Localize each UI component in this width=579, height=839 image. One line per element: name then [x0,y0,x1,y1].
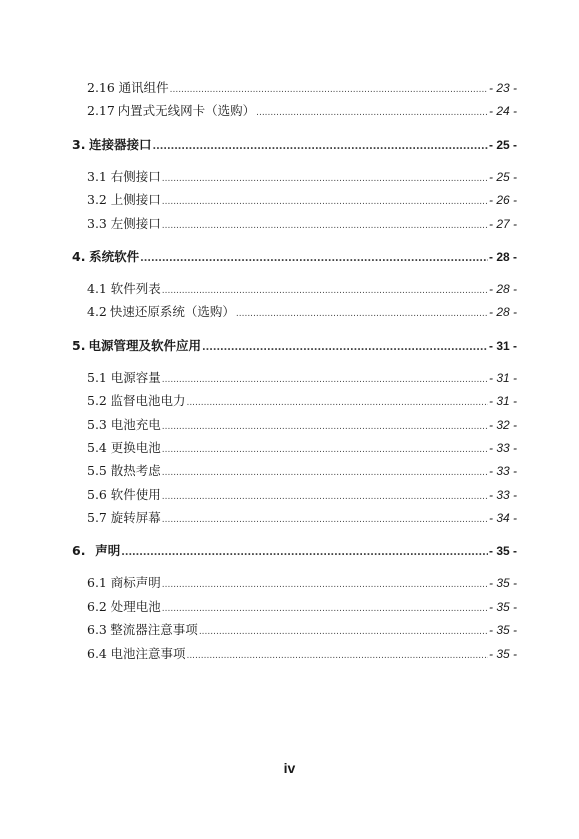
toc-dot-leader [162,463,488,478]
toc-dot-leader [199,622,488,637]
toc-entry-number: 3.3 [87,215,107,231]
toc-dot-leader [162,510,488,525]
toc-entry-title: 连接器接口 [89,136,152,152]
toc-dot-leader [162,169,488,184]
toc-dot-leader [121,543,488,558]
toc-entry-page: - 24 - [488,104,517,119]
toc-subsection-entry[interactable] [72,415,517,438]
toc-entry-number: 2.17 [87,103,115,119]
toc-subsection-entry[interactable] [72,279,517,302]
toc-subsection-entry[interactable] [72,391,517,414]
toc-entry-page: - 35 - [488,544,517,559]
toc-entry-page: - 31 - [488,394,517,409]
toc-dot-leader [162,575,488,590]
toc-entry-title: 快速还原系统（选购） [109,304,235,320]
toc-subsection-entry[interactable] [72,573,517,596]
toc-entry-number: 4. [72,248,86,264]
toc-entry-number: 6.3 [87,622,107,638]
toc-entry-page: - 35 - [488,646,517,661]
toc-entry-number: 5.4 [87,439,107,455]
toc-entry-title: 旋转屏幕 [110,510,161,526]
toc-section-entry[interactable] [72,247,517,269]
toc-entry-page: - 35 - [488,599,517,614]
toc-entry-title: 软件列表 [110,280,161,296]
toc-dot-leader [162,192,488,207]
toc-section-entry[interactable] [72,541,517,563]
toc-entry-title: 电源容量 [110,369,161,385]
toc-entry-title: 电池注意事项 [110,645,186,661]
toc-entry-page: - 32 - [488,417,517,432]
toc-entry-title: 更换电池 [110,439,161,455]
toc-entry-number: 6.2 [87,598,107,614]
toc-subsection-entry[interactable] [72,78,517,101]
toc-entry-number: 4.1 [87,280,107,296]
toc-entry-page: - 35 - [488,623,517,638]
toc-section-entry[interactable] [72,135,517,157]
toc-subsection-entry[interactable] [72,167,517,190]
toc-dot-leader [256,103,488,118]
toc-entry-title: 处理电池 [110,598,161,614]
toc-dot-leader [186,393,488,408]
toc-entry-number: 5.2 [87,393,107,409]
toc-entry-number: 6.4 [87,645,107,661]
toc-entry-number: 3.1 [87,168,107,184]
toc-entry-number: 6.1 [87,575,107,591]
toc-entry-number: 5.3 [87,416,107,432]
toc-entry-page: - 34 - [488,511,517,526]
toc-entry-page: - 31 - [488,338,517,353]
toc-entry-number: 2.16 [87,80,115,95]
toc-dot-leader [162,599,488,614]
toc-entry-title: 散热考虑 [110,463,161,479]
toc-entry-number: 3. [72,136,86,152]
toc-entry-number: 5.7 [87,510,107,526]
toc-subsection-entry[interactable] [72,368,517,391]
toc-dot-leader [140,249,488,264]
toc-entry-number: 3.2 [87,192,107,208]
toc-subsection-entry[interactable] [72,214,517,237]
toc-entry-page: - 25 - [488,137,517,152]
table-of-contents [72,78,517,667]
toc-dot-leader [202,338,488,353]
toc-entry-page: - 33 - [488,487,517,502]
toc-entry-page: - 26 - [488,193,517,208]
toc-dot-leader [162,281,488,296]
toc-entry-title: 通讯组件 [118,80,169,95]
toc-dot-leader [186,646,488,661]
toc-subsection-entry[interactable] [72,508,517,531]
toc-entry-number: 5.5 [87,463,107,479]
toc-entry-title: 电池充电 [110,416,161,432]
toc-entry-title: 整流器注意事项 [110,622,198,638]
toc-subsection-entry[interactable] [72,620,517,643]
toc-entry-page: - 28 - [488,281,517,296]
toc-entry-page: - 33 - [488,440,517,455]
toc-entry-number: 5. [72,337,86,353]
toc-subsection-entry[interactable] [72,302,517,325]
toc-subsection-entry[interactable] [72,190,517,213]
toc-dot-leader [162,370,488,385]
toc-entry-page: - 33 - [488,464,517,479]
toc-dot-leader [153,137,488,152]
toc-dot-leader [170,80,488,95]
toc-entry-page: - 31 - [488,370,517,385]
toc-entry-page: - 28 - [488,305,517,320]
toc-subsection-entry[interactable] [72,461,517,484]
toc-section-entry[interactable] [72,336,517,358]
toc-dot-leader [162,440,488,455]
toc-dot-leader [162,487,488,502]
toc-subsection-entry[interactable] [72,597,517,620]
toc-entry-title: 监督电池电力 [110,393,186,409]
toc-entry-title: 左侧接口 [110,215,161,231]
toc-entry-number: 4.2 [87,304,107,320]
toc-entry-title: 商标声明 [110,575,161,591]
toc-subsection-entry[interactable] [72,485,517,508]
toc-dot-leader [162,417,488,432]
toc-entry-title: 右侧接口 [110,168,161,184]
toc-entry-page: - 35 - [488,576,517,591]
toc-subsection-entry[interactable] [72,101,517,124]
toc-entry-title: 上侧接口 [110,192,161,208]
toc-entry-number: 5.1 [87,369,107,385]
toc-entry-title: 软件使用 [110,486,161,502]
toc-entry-number: 6. [72,543,86,559]
toc-entry-page: - 27 - [488,216,517,231]
toc-entry-title: 电源管理及软件应用 [88,337,202,353]
page-number: iv [283,760,296,776]
toc-dot-leader [236,304,488,319]
toc-subsection-entry[interactable] [72,438,517,461]
toc-entry-page: - 23 - [488,81,517,95]
toc-entry-title: 声明 [95,543,121,559]
toc-entry-number: 5.6 [87,486,107,502]
toc-entry-page: - 25 - [488,169,517,184]
toc-entry-title: 内置式无线网卡（选购） [117,103,256,119]
toc-entry-page: - 28 - [488,249,517,264]
toc-dot-leader [162,216,488,231]
toc-entry-title: 系统软件 [89,248,140,264]
toc-subsection-entry[interactable] [72,644,517,667]
